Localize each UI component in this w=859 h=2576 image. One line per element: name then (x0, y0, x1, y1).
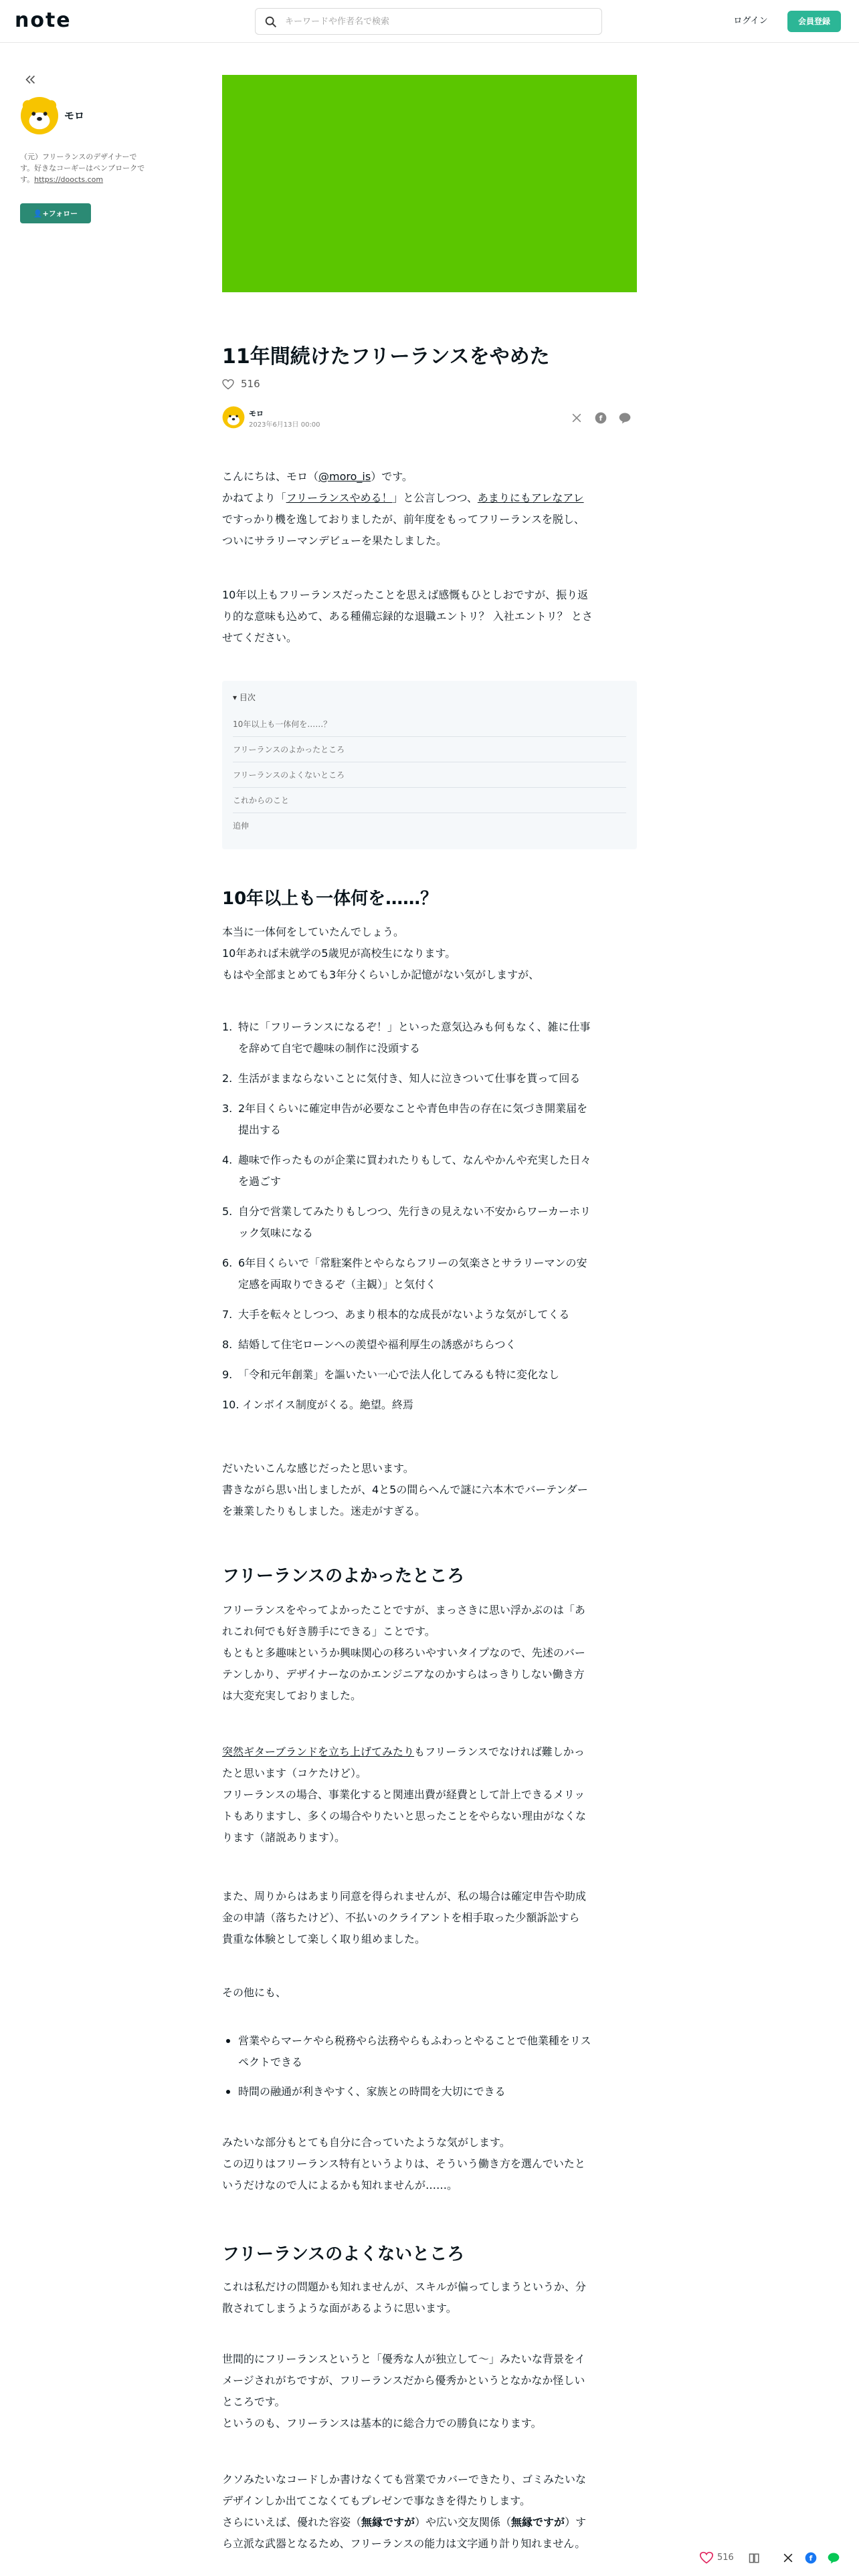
heart-icon[interactable] (222, 379, 234, 390)
like-count: 516 (717, 2553, 734, 2563)
hero-image (222, 75, 637, 292)
author-name[interactable]: モロ (249, 409, 264, 418)
x-icon[interactable] (781, 2551, 795, 2565)
facebook-icon[interactable] (594, 411, 607, 425)
search-input[interactable] (285, 13, 593, 30)
svg-text:f: f (599, 414, 603, 423)
bio-link[interactable]: https://doocts.com (34, 175, 104, 184)
paragraph: その他にも、 (222, 1986, 287, 1999)
link-freelance-quit[interactable]: フリーランスやめる！ (286, 492, 393, 504)
paragraph: フリーランスをやってよかったことですが、まっさきに思い浮かぶのは「あ れこれ何でも好き勝手にできる」ことです。 もともと多趣味というか興味関心の移ろいやすいタイプなので、先述のバー テンしかり、デザイナーなのかエンジニアなのかすらはっきりしない働き方 は大変充実しておりました。 (222, 1604, 585, 1702)
toc-header[interactable]: ▾ 目次 (233, 693, 256, 702)
intro-paragraph-2: 10年以上もフリーランスだったことを思えば感慨もひとしおですが、振り返 り的な意味も込めて、ある種備忘録的な退職エントリ？ 入社エントリ？ とさ せてください。 (222, 588, 593, 644)
publish-date: 2023年6月13日 00:00 (249, 421, 320, 429)
magazine-icon[interactable] (748, 2551, 761, 2565)
follow-button[interactable] (20, 203, 91, 223)
toc-item[interactable]: フリーランスのよかったところ (233, 737, 626, 762)
intro-paragraph: こんにちは、モロ（@moro_is）です。 かねてより「フリーランスやめる！」と公言しつつ、あまりにもアレなアレ ですっかり機を逸しておりましたが、前年度をもってフリーランスを脱し、 ついにサラリーマンデビューを果たしました。 (222, 470, 585, 547)
bullet-list (222, 2030, 637, 2111)
paragraph: また、周りからはあまり同意を得られませんが、私の場合は確定申告や助成 金の申請（落ちたけど）、不払いのクライアントを相手取った少額訴訟すら 貴重な体験として楽しく取り組めました。 (222, 1890, 587, 1945)
line-icon[interactable] (618, 411, 632, 425)
paragraph: 本当に一体何をしていたんでしょう。 10年あれば未就学の5歳児が高校生になります。 もはや全部まとめても3年分くらいしか記憶がない気がしますが、 (222, 926, 540, 981)
line-icon[interactable] (827, 2551, 840, 2565)
twitter-link[interactable]: @moro_is (318, 470, 371, 483)
table-of-contents (222, 681, 637, 849)
list-item: 10. インボイス制度がくる。絶望。終焉 (222, 1398, 413, 1411)
link-are[interactable]: あまりにもアレなアレ (477, 492, 584, 504)
list-item: 5. 自分で営業してみたりもしつつ、先行きの見えない不安からワーカーホリ ック気味になる (222, 1205, 591, 1239)
profile[interactable] (20, 96, 147, 136)
note-logo[interactable]: note (15, 9, 72, 32)
toc-item[interactable]: 追伸 (233, 821, 250, 831)
paragraph: みたいな部分もとても自分に合っていたような気がします。 この辺りはフリーランス特有というよりは、そういう働き方を選んでいたと いうだけなので人によるかも知れませんが……。 (222, 2136, 585, 2191)
profile-bio (20, 151, 147, 185)
list-item: 4. 趣味で作ったものが企業に買われたりもして、なんやかんや充実した日々 を過ごす (222, 1154, 591, 1188)
section-heading: フリーランスのよくないところ (222, 2244, 465, 2264)
toc-item[interactable]: フリーランスのよくないところ (233, 762, 626, 788)
add-user-icon: 👤+ (33, 209, 49, 218)
search-icon (264, 15, 278, 29)
search-box[interactable] (255, 8, 602, 35)
header (0, 0, 859, 43)
signup-button[interactable]: 会員登録 (787, 11, 841, 32)
list-item: 9. 「令和元年創業」を謳いたい一心で法人化してみるも特に変化なし (222, 1368, 560, 1381)
paragraph: クソみたいなコードしか書けなくても営業でカバーできたり、ゴミみたいな デザインしか出てこなくてもプレゼンで事なきを得たりします。 さらにいえば、優れた容姿（無縁ですが）や広い交友関係（無縁ですが）す ら立派な武器となるため、フリーランスの能力は文字通り計り知れません。 (222, 2473, 587, 2550)
svg-text:f: f (809, 2554, 813, 2563)
guitar-brand-link[interactable]: 突然ギターブランドを立ち上げてみたり (222, 1745, 415, 1758)
list-item: 6. 6年目くらいで「常駐案件とやらならフリーの気楽さとサラリーマンの安 定感を両取りできるぞ（主観）」と気付く (222, 1257, 587, 1291)
author-avatar[interactable] (222, 406, 245, 429)
floating-action-bar (696, 2548, 856, 2568)
paragraph: 世間的にフリーランスというと「優秀な人が独立して〜」みたいな背景をイ メージされがちですが、フリーランスだから優秀かというとなかなか怪しい ところです。 というのも、フリーランスは基本的に総合力での勝負になります。 (222, 2353, 585, 2430)
section-heading: 10年以上も一体何を……？ (222, 889, 438, 909)
chevron-down-icon: ▾ (233, 693, 240, 702)
x-icon[interactable] (570, 411, 583, 425)
paragraph: 突然ギターブランドを立ち上げてみたりもフリーランスでなければ難しかっ たと思います（コケたけど）。 フリーランスの場合、事業化すると関連出費が経費として計上できるメリッ トもありますし、多くの場合やりたいと思ったことをやらない理由がなくな ります（諸説あります）。 (222, 1745, 587, 1844)
list-item: 営業やらマーケやら税務やら法務やらもふわっとやることで他業種をリス ペクトできる (222, 2030, 637, 2073)
toc-item[interactable]: これからのこと (233, 788, 626, 813)
list-item: 2. 生活がままならないことに気付き、知人に泣きついて仕事を貰って回る (222, 1072, 581, 1085)
profile-name[interactable]: モロ (64, 110, 85, 122)
list-item: 8. 結婚して住宅ローンへの羨望や福利厚生の誘惑がちらつく (222, 1338, 516, 1351)
list-item: 7. 大手を転々としつつ、あまり根本的な成長がないような気がしてくる (222, 1308, 570, 1321)
login-button[interactable]: ログイン (721, 11, 780, 32)
section-heading: フリーランスのよかったところ (222, 1566, 465, 1586)
toc-item[interactable]: 10年以上も一体何を……？ (233, 712, 626, 737)
author-row (222, 406, 637, 430)
collapse-sidebar-icon[interactable] (23, 72, 37, 87)
list-item: 1. 特に「フリーランスになるぞ！」といった意気込みも何もなく、雑に仕事 を辞めて自宅で趣味の制作に没頭する (222, 1021, 591, 1055)
article-title: 11年間続けたフリーランスをやめた (222, 345, 550, 368)
paragraph: これは私だけの問題かも知れませんが、スキルが偏ってしまうというか、分 散されてしまうような面があるように思います。 (222, 2280, 586, 2315)
follow-label: フォロー (48, 209, 78, 218)
history-list (222, 1016, 637, 1424)
list-item: 時間の融通が利きやすく、家族との時間を大切にできる (222, 2081, 637, 2103)
list-item: 3. 2年目くらいに確定申告が必要なことや青色申告の存在に気づき開業届を 提出する (222, 1102, 588, 1136)
likes[interactable] (222, 378, 260, 394)
bio-text: （元）フリーランスのデザイナーです。好きなコーギーはペンブロークです。 (20, 152, 145, 184)
facebook-icon[interactable] (804, 2551, 818, 2565)
avatar[interactable] (20, 96, 59, 135)
heart-icon[interactable] (700, 2551, 713, 2565)
like-count: 516 (241, 378, 260, 390)
paragraph: だいたいこんな感じだったと思います。 書きながら思い出しましたが、4と5の間らへんで謎に六本木でバーテンダー を兼業したりもしました。迷走がすぎる。 (222, 1462, 588, 1517)
